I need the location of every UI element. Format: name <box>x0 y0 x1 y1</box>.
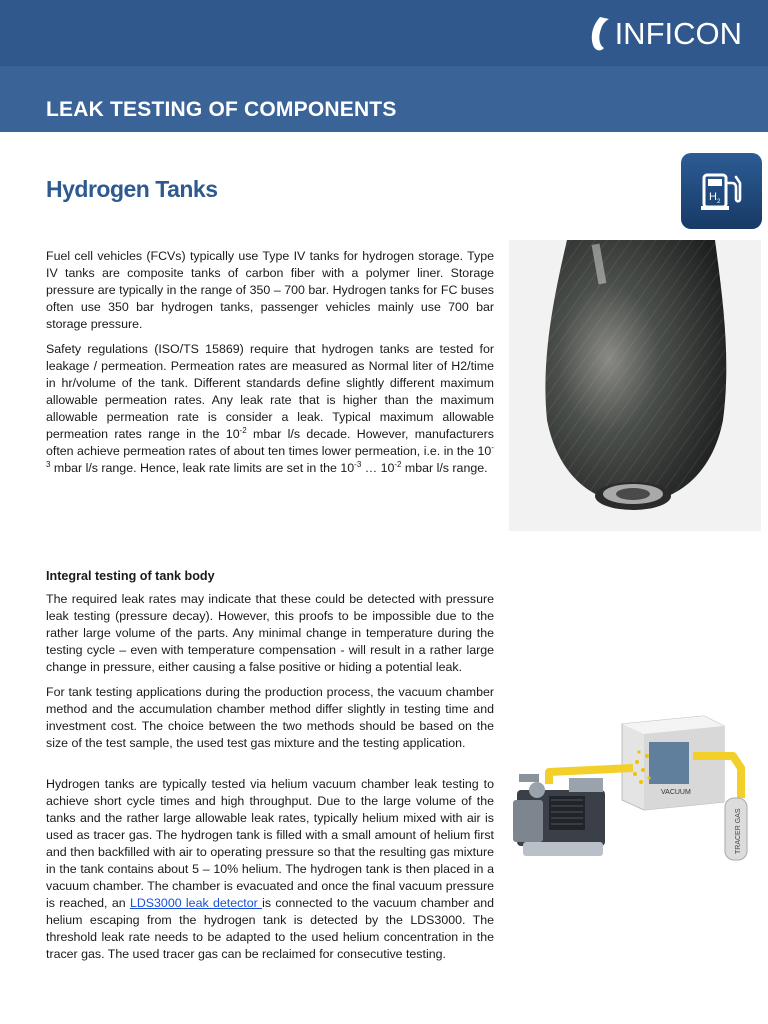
vacuum-label: VACUUM <box>661 789 691 796</box>
integral-testing-heading: Integral testing of tank body <box>46 569 215 583</box>
page-title: Hydrogen Tanks <box>46 176 218 202</box>
svg-text:H: H <box>708 191 717 203</box>
header-band <box>0 0 768 132</box>
test-methods-paragraph: For tank testing applications during the production process, the vacuum chamber method and the accumulation chamber method differ slightly in testing time and investment cost. The choice between the two methods should be based on the size of the test sample, the used test gas mixture and the testing application. <box>46 685 494 750</box>
inficon-logo[interactable] <box>589 14 742 54</box>
vacuum-chamber-diagram <box>509 712 761 872</box>
pressure-decay-paragraph: The required leak rates may indicate that these could be detected with pressure leak testing (pressure decay). However, this proofs to be impossible due to the rather large volume of the parts. Any minimal change in temperature during the testing cycle – even with temperature compensation - will result in a rather large change in pressure, either causing a false positive or hiding a potential leak. <box>46 592 494 674</box>
tracer-gas-label: TRACER GAS <box>735 808 742 854</box>
hydrogen-badge <box>681 153 762 229</box>
regulations-paragraph: Safety regulations (ISO/TS 15869) require that hydrogen tanks are tested for leakage / permeation. Permeation rates are measured as Normal liter of H2/time in hr/volume of the tank. Different standards define slightly different maximum allowable permeation rates. Any leak rate that is higher than the maximum allowable permeation rate is consider a leak. Typical maximum allowable permeation rates range in the $10^{-2}$ mbar l/s decade. However, manufacturers often achieve permeation rates of about ten times lower permeation, i.e. in the $10^{-3}$ mbar l/s range. Hence, leak rate limits are set in the $10^{-3}$ … $10^{-2}$ mbar l/s range. <box>46 342 494 475</box>
lds3000-leak-detector-link[interactable]: LDS3000 leak detector <box>129 896 263 910</box>
intro-paragraph: Fuel cell vehicles (FCVs) typically use Type IV tanks for hydrogen storage. Type IV tanks are composite tanks of carbon fiber with a polymer liner. Storage pressure are typically in the range of 350 – 700 bar. Hydrogen tanks for FC buses often use 350 bar hydrogen tanks, passenger vehicles mainly use 700 bar storage pressure. <box>46 249 494 331</box>
vacuum-chamber-paragraph: Hydrogen tanks are typically tested via helium vacuum chamber leak testing to achieve short cycle times and high throughput. Due to the large volume of the tanks and the rather large allowable leak rates, typically helium mixed with air is used as tracer gas. The hydrogen tank is filled with a small amount of helium first and then backfilled with air to operating pressure so that the resulting gas mixture in the tank contains about 5 – 10% helium. The hydrogen tank is then placed in a vacuum chamber. The chamber is evacuated and once the final vacuum pressure is reached, an LDS3000 leak detector is connected to the vacuum chamber and helium escaping from the hydrogen tank is detected by the LDS3000. The threshold leak rate needs to be adapted to the used helium concentration in the tracer gas. The used tracer gas can be reclaimed for consecutive testing. <box>46 777 495 961</box>
svg-text:2: 2 <box>716 199 720 205</box>
brand-name: INFICON <box>614 16 742 51</box>
hydrogen-fuel-pump-icon <box>698 167 746 215</box>
section-title: LEAK TESTING OF COMPONENTS <box>46 98 397 121</box>
inficon-logo-mark-icon <box>589 15 611 53</box>
hydrogen-tank-photo <box>509 240 761 531</box>
